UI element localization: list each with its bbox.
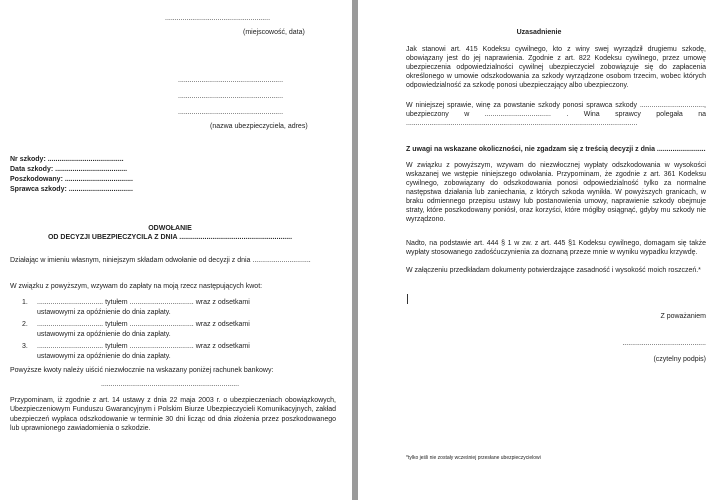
document-page-right (358, 0, 720, 500)
demand-paragraph: W związku z powyższym, wzywam do zapłaty na moją rzecz następujących kwot: (10, 283, 263, 290)
list-item-number: 2. (22, 321, 28, 328)
reminder-paragraph: Przypominam, iż zgodnie z art. 14 ustawy z dnia 22 maja 2003 r. o ubezpieczeniach obowiązkowych, Ubezpieczeniowym Funduszu Gwarancyjnym i Polskim Biurze Ubezpieczycieli Komunikacyjnych, zakład ubezpieczeń wypłaca odszkodowanie w terminie 30 dni licząc od dnia złożenia przez poszkodowanego lub uprawnionego zawiadomienia o szkodzie. (10, 397, 336, 433)
insurer-dots: ...................................................... (178, 93, 284, 100)
signature-label: (czytelny podpis) (653, 356, 706, 363)
bank-account-dots: ....................................................................... (100, 381, 240, 388)
insurer-dots: ...................................................... (178, 109, 284, 116)
footnote: *tylko jeśli nie zostały wcześniej przesłane ubezpieczycielowi (406, 455, 541, 461)
justification-paragraph-4: W związku z powyższym, wzywam do niezwłocznej wypłaty odszkodowania w wysokości wskazanej we wstępie niniejszego odwołania. Przypominam, że zgodnie z art. 361 Kodeksu cywilnego, zobowiązany do odszkodowania ponosi odpowiedzialność tylko za normalne następstwa działania lub zaniechania, z których szkoda wynikła. W powyższych granicach, w braku odmiennego przepisu ustawy lub postanowienia umowy, naprawienie szkody obejmuje straty, które poszkodowany poniósł, oraz korzyści, które mógłby osiągnąć, gdyby mu szkody nie wyrządzono. (406, 162, 706, 223)
document-subtitle: OD DECYZJI UBEZPIECZYCILA Z DNIA .......................................................... (47, 234, 293, 241)
place-date-label: (miejscowość, data) (243, 29, 305, 36)
bank-account-text: Powyższe kwoty należy uiścić niezwłocznie na wskazany poniżej rachunek bankowy: (10, 367, 274, 374)
justification-paragraph-5: Nadto, na podstawie art. 444 § 1 w zw. z art. 445 §1 Kodeksu cywilnego, domagam się także wypłaty stosowanego zadośćuczynienia za doznaną przeze mnie w wyniku wypadku krzywdę. (406, 240, 706, 256)
insurer-dots: ...................................................... (178, 77, 284, 84)
list-item-line: .................................. tytułem ................................. wraz z odsetkami (37, 299, 250, 306)
justification-paragraph-6: W załączeniu przedkładam dokumenty potwierdzające zasadność i wysokość moich roszczeń.* (406, 267, 701, 274)
list-item-line: ustawowymi za opóźnienie do dnia zapłaty. (37, 309, 171, 316)
claim-number: Nr szkody: ....................................... (10, 156, 124, 163)
justification-paragraph-2: W niniejszej sprawie, winę za powstanie szkody ponosi sprawca szkody ................................., ubezpieczony w .................................. . Wina sprawcy polegała na ....................................................................................................................... (406, 102, 706, 127)
perpetrator: Sprawca szkody: ................................. (10, 186, 133, 193)
justification-paragraph-3: Z uwagi na wskazane okoliczności, nie zgadzam się z treścią decyzji z dnia ......................... (406, 146, 706, 153)
text-cursor (407, 294, 408, 304)
list-item-number: 1. (22, 299, 28, 306)
list-item-line: ustawowymi za opóźnienie do dnia zapłaty. (37, 353, 171, 360)
place-date-dots: ...................................................... (165, 15, 271, 22)
insurer-label: (nazwa ubezpieczyciela, adres) (210, 123, 308, 130)
claim-date: Data szkody: ..................................... (10, 166, 128, 173)
signature-dots: ........................................... (622, 340, 706, 347)
list-item-line: .................................. tytułem ................................. wraz z odsetkami (37, 343, 250, 350)
justification-heading: Uzasadnienie (516, 29, 562, 36)
document-page-left (0, 0, 352, 500)
justification-paragraph-1: Jak stanowi art. 415 Kodeksu cywilnego, kto z winy swej wyrządził drugiemu szkodę, obowiązany jest do jej naprawienia. Zgodnie z art. 822 Kodeksu cywilnego, przez umowę ubezpieczenia odpowiedzialności cywilnej ubezpieczyciel zobowiązuje się do zapłacenia określonego w umowie odszkodowania za szkody wyrządzone osobom trzecim, wobec których odpowiedzialność za szkodę ponosi ubezpieczający albo ubezpieczony. (406, 46, 706, 89)
list-item-number: 3. (22, 343, 28, 350)
injured-party: Poszkodowany: ................................... (10, 176, 133, 183)
regards: Z poważaniem (660, 313, 706, 320)
list-item-line: .................................. tytułem ................................. wraz z odsetkami (37, 321, 250, 328)
list-item-line: ustawowymi za opóźnienie do dnia zapłaty. (37, 331, 171, 338)
document-title: ODWOŁANIE (148, 225, 192, 232)
intro-paragraph: Działając w imieniu własnym, niniejszym składam odwołanie od decyzji z dnia .............................. (10, 257, 311, 264)
